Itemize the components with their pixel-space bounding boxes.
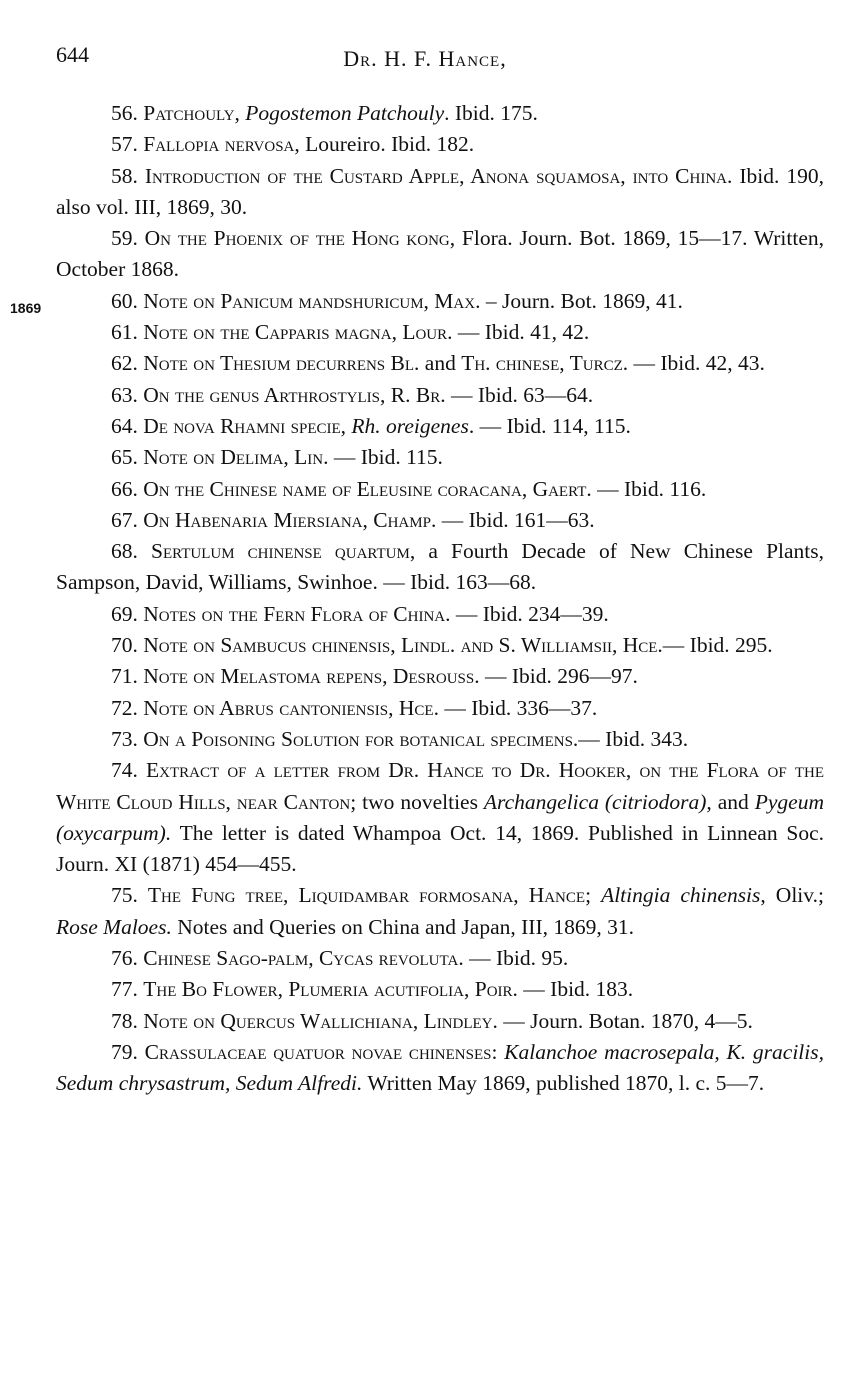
entry-title: The Fung tree, Liquidambar formosana, Hance bbox=[147, 883, 586, 908]
bibliography-entry bbox=[56, 693, 824, 724]
entry-text: 61. bbox=[111, 320, 144, 345]
bibliography-entry bbox=[56, 98, 824, 129]
entry-title: Fallopia nervosa bbox=[143, 132, 295, 157]
entry-title: Notes on the Fern Flora of China bbox=[143, 601, 446, 626]
entry-text: . — Ibid. 161—63. bbox=[430, 507, 595, 532]
bibliography-entry bbox=[56, 943, 824, 974]
bibliography-entry bbox=[56, 755, 830, 880]
bibliography-entry bbox=[56, 223, 830, 286]
bibliography-entry bbox=[56, 599, 824, 630]
italic-name: Archangelica (citriodora), bbox=[483, 789, 712, 814]
bibliography-entry bbox=[56, 630, 824, 661]
italic-name: Rh. oreigenes bbox=[351, 413, 469, 438]
entry-text: Written May 1869, published 1870, l. c. 5—7. bbox=[362, 1071, 765, 1096]
entry-text: Notes and Queries on China and Japan, III, 1869, 31. bbox=[171, 914, 634, 939]
page-number: 644 bbox=[56, 42, 89, 67]
entry-text: . and bbox=[414, 351, 462, 376]
entry-text: 75. bbox=[111, 883, 148, 908]
entry-text: , bbox=[340, 413, 352, 438]
entry-text: , a Fourth Decade of New Chinese Plants, Sampson, David, Williams, Swinhoe. — Ibid. 163—68. bbox=[56, 539, 830, 595]
entry-title: Note on Panicum mandshuricum, Max bbox=[143, 288, 476, 313]
entry-text: 77. bbox=[111, 977, 144, 1002]
bibliography-list bbox=[56, 98, 830, 1100]
running-head: Dr. H. F. Hance, bbox=[343, 46, 507, 71]
entry-text: 70. bbox=[111, 633, 144, 658]
italic-name: Pogostemon Patchouly bbox=[245, 101, 445, 125]
entry-text: 76. bbox=[111, 946, 144, 971]
entry-text: 64. bbox=[111, 413, 144, 438]
entry-text: ; two novelties bbox=[350, 789, 484, 814]
entry-title: Note on Thesium decurrens Bl bbox=[143, 351, 415, 376]
bibliography-entry bbox=[56, 161, 830, 224]
entry-text: 69. bbox=[111, 601, 144, 626]
italic-name: Rose Maloes. bbox=[56, 914, 172, 939]
entry-title: Extract of a letter from Dr. Hance to Dr. Hooker, on the Flora of the White Cloud Hills, near Canton bbox=[56, 758, 829, 814]
entry-title: On the genus Arthrostylis, R. Br bbox=[143, 382, 441, 407]
entry-text: 65. bbox=[111, 445, 144, 470]
entry-text: , Loureiro. Ibid. 182. bbox=[294, 132, 475, 157]
entry-text: 71. bbox=[111, 664, 144, 689]
entry-text: and bbox=[711, 789, 755, 814]
entry-text: 66. bbox=[111, 476, 144, 501]
bibliography-entry bbox=[56, 474, 824, 505]
entry-text: 67. bbox=[111, 507, 144, 532]
entry-title: Note on Sambucus chinensis, Lindl. and S. Williamsii, Hce bbox=[143, 633, 658, 658]
bibliography-entry bbox=[56, 442, 824, 473]
entry-text: . — Ibid. 41, 42. bbox=[447, 320, 590, 345]
entry-text: . — Ibid. 95. bbox=[458, 946, 569, 971]
entry-text: . — Ibid. 183. bbox=[512, 977, 634, 1002]
entry-text: . — Ibid. 115. bbox=[323, 445, 443, 470]
bibliography-entry bbox=[56, 348, 824, 379]
entry-title: The Bo Flower, Plumeria acutifolia, Poir bbox=[143, 977, 513, 1002]
entry-text: .— Ibid. 343. bbox=[572, 726, 689, 751]
entry-text: 73. bbox=[111, 726, 144, 751]
bibliography-entry bbox=[56, 380, 824, 411]
entry-title: Crassulaceae quatuor novae chinenses bbox=[144, 1039, 492, 1064]
entry-text: 68. bbox=[111, 539, 151, 564]
entry-title: On a Poisoning Solution for botanical specimens bbox=[143, 726, 573, 751]
entry-title: Note on Delima, Lin bbox=[143, 445, 324, 470]
bibliography-entry bbox=[56, 129, 824, 160]
entry-text: 62. bbox=[111, 351, 144, 376]
entry-title: De nova Rhamni specie bbox=[143, 413, 341, 438]
entry-title: Patchouly bbox=[143, 101, 235, 125]
entry-text: . — Ibid. 336—37. bbox=[433, 695, 598, 720]
entry-text: 63. bbox=[111, 382, 144, 407]
bibliography-entry bbox=[56, 974, 824, 1005]
entry-title: On the Chinese name of Eleusine coracana, Gaert bbox=[143, 476, 587, 501]
entry-title: On Habenaria Miersiana, Champ bbox=[143, 507, 431, 532]
margin-year-note: 1869 bbox=[10, 300, 42, 316]
entry-text: 57. bbox=[111, 132, 144, 157]
entry-text: , Oliv.; bbox=[760, 883, 830, 908]
entry-title: Note on Abrus cantoniensis, Hce bbox=[143, 695, 434, 720]
bibliography-entry bbox=[56, 1037, 830, 1100]
entry-text: 79. bbox=[111, 1039, 145, 1064]
entry-title: Chinese Sago-palm, Cycas revoluta bbox=[143, 946, 459, 971]
entry-title: Introduction of the Custard Apple, Anona squamosa, into China bbox=[144, 163, 728, 188]
entry-text: , bbox=[234, 101, 246, 125]
bibliography-entry bbox=[56, 317, 824, 348]
entry-title: Note on Melastoma repens, Desrouss bbox=[143, 664, 475, 689]
entry-text: 56. bbox=[111, 101, 144, 125]
entry-text: . Ibid. 175. bbox=[444, 101, 538, 125]
entry-text: 74. bbox=[111, 758, 147, 783]
entry-title: Note on Quercus Wallichiana, Lindley bbox=[143, 1008, 493, 1033]
entry-title: Sertulum chinense quartum bbox=[150, 539, 410, 564]
entry-text: . — Ibid. 296—97. bbox=[474, 664, 638, 689]
bibliography-entry bbox=[56, 661, 824, 692]
entry-text: : bbox=[491, 1039, 505, 1064]
bibliography-entry bbox=[56, 505, 824, 536]
entry-text: . — Journ. Botan. 1870, 4—5. bbox=[492, 1008, 753, 1033]
entry-text: . — Ibid. 114, 115. bbox=[468, 413, 631, 438]
entry-text: 58. bbox=[111, 163, 145, 188]
italic-name: Kalanchoe macrosepala, K. gracilis, Sedum chrysastrum, Sedum Alfredi. bbox=[56, 1039, 830, 1096]
entry-title: On the Phoenix of the Hong kong bbox=[144, 226, 450, 251]
bibliography-entry bbox=[56, 536, 830, 599]
entry-text: . — Ibid. 42, 43. bbox=[622, 351, 765, 376]
entry-text: . — Ibid. 63—64. bbox=[440, 382, 594, 407]
bibliography-entry bbox=[56, 880, 830, 943]
entry-title: Note on the Capparis magna, Lour bbox=[143, 320, 448, 345]
entry-text: The letter is dated Whampoa Oct. 14, 1869. Published in Linnean Soc. Journ. XI (1871) 454—455. bbox=[56, 820, 830, 877]
bibliography-entry bbox=[56, 724, 824, 755]
entry-text: . Ibid. 190, also vol. III, 1869, 30. bbox=[56, 163, 830, 219]
entry-text: .— Ibid. 295. bbox=[657, 633, 773, 658]
entry-text: , Flora. Journ. Bot. 1869, 15—17. Written, October 1868. bbox=[56, 226, 830, 282]
italic-name: Altingia chinensis bbox=[601, 883, 761, 908]
entry-text: 60. bbox=[111, 288, 144, 313]
entry-text: 59. bbox=[111, 226, 145, 251]
entry-text: . — Ibid. 116. bbox=[586, 476, 707, 501]
bibliography-entry bbox=[56, 411, 824, 442]
entry-text: . — Ibid. 234—39. bbox=[445, 601, 609, 626]
bibliography-entry bbox=[56, 286, 824, 317]
entry-text: 72. bbox=[111, 695, 144, 720]
italic-name: Pygeum (oxycarpum). bbox=[56, 789, 830, 845]
entry-text: . – Journ. Bot. 1869, 41. bbox=[475, 288, 683, 313]
bibliography-entry bbox=[56, 1006, 824, 1037]
entry-title: Th. chinese, Turcz bbox=[461, 351, 623, 376]
entry-text: ; bbox=[585, 883, 602, 908]
entry-text: 78. bbox=[111, 1008, 144, 1033]
